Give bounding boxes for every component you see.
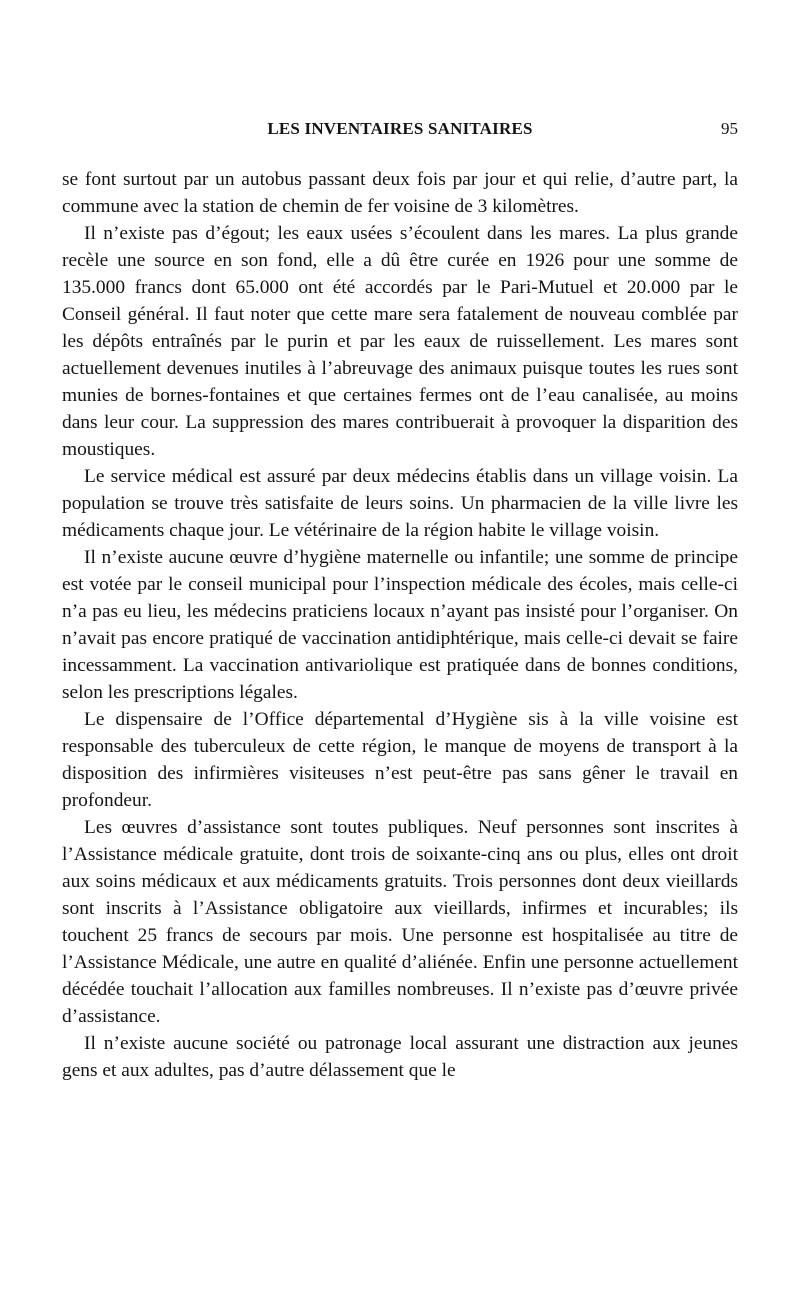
paragraph-3: Le service médical est assuré par deux médecins établis dans un village voisin. La population se trouve très satisfaite de leurs soins. Un pharmacien de la ville livre les médicaments chaque jour. Le vétérinaire de la région habite le village voisin. <box>62 466 738 541</box>
paragraph-4: Il n’existe aucune œuvre d’hygiène maternelle ou infantile; une somme de principe est votée par le conseil municipal pour l’inspection médicale des écoles, mais celle-ci n’a pas eu lieu, les médecins praticiens locaux n’ayant pas insisté pour l’organiser. On n’avait pas encore pratiqué de vaccination antidiphtérique, mais celle-ci devait se faire incessamment. La vaccination antivariolique est pratiquée dans de bonnes conditions, selon les prescriptions légales. <box>62 547 738 703</box>
page-number: 95 <box>721 119 738 138</box>
body-text <box>62 166 738 1084</box>
paragraph-7: Il n’existe aucune société ou patronage local assurant une distraction aux jeunes gens et aux adultes, pas d’autre délassement que le <box>62 1033 738 1081</box>
paragraph-6: Les œuvres d’assistance sont toutes publiques. Neuf personnes sont inscrites à l’Assistance médicale gratuite, dont trois de soixante-cinq ans ou plus, elles ont droit aux soins médicaux et aux médicaments gratuits. Trois personnes dont deux vieillards sont inscrits à l’Assistance obligatoire aux vieillards, infirmes et incurables; ils touchent 25 francs de secours par mois. Une personne est hospitalisée au titre de l’Assistance Médicale, une autre en qualité d’aliénée. Enfin une personne actuellement décédée touchait l’allocation aux familles nombreuses. Il n’existe pas d’œuvre privée d’assistance. <box>62 817 738 1027</box>
paragraph-1: se font surtout par un autobus passant deux fois par jour et qui relie, d’autre part, la commune avec la station de chemin de fer voisine de 3 kilomètres. <box>62 169 738 217</box>
paragraph-5: Le dispensaire de l’Office départemental d’Hygiène sis à la ville voisine est responsable des tuberculeux de cette région, le manque de moyens de transport à la disposition des infirmières visiteuses n’est peut-être pas sans gêner le travail en profondeur. <box>62 709 738 811</box>
paragraph-2: Il n’existe pas d’égout; les eaux usées s’écoulent dans les mares. La plus grande recèle une source en son fond, elle a dû être curée en 1926 pour une somme de 135.000 francs dont 65.000 ont été accordés par le Pari-Mutuel et 20.000 par le Conseil général. Il faut noter que cette mare sera fatalement de nouveau comblée par les dépôts entraînés par le purin et par les eaux de ruissellement. Les mares sont actuellement devenues inutiles à l’abreuvage des animaux puisque toutes les rues sont munies de bornes-fontaines et que certaines fermes ont de l’eau canalisée, au moins dans leur cour. La suppression des mares contribuerait à provoquer la disparition des moustiques. <box>62 223 738 460</box>
running-head-title: LES INVENTAIRES SANITAIRES <box>267 119 533 138</box>
running-head <box>62 119 738 145</box>
